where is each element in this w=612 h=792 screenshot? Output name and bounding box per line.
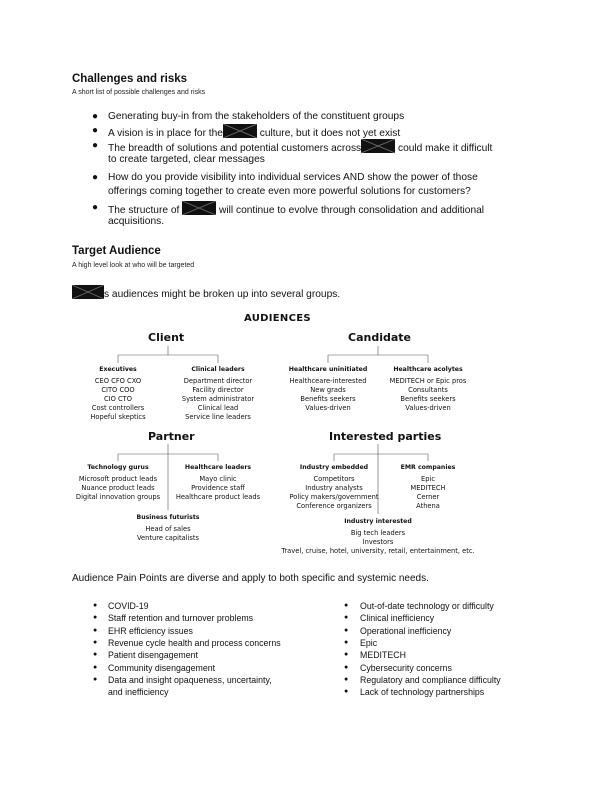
list-item: Values-driven <box>405 404 451 412</box>
list-item: Revenue cycle health and process concerns <box>108 638 281 648</box>
list-item: Cost controllers <box>91 404 145 412</box>
bullet-icon: ● <box>92 172 99 183</box>
list-item-continuation: to create targeted, clear messages <box>108 154 265 165</box>
challenges-subtitle: A short list of possible challenges and risks <box>72 89 206 96</box>
list-item: Staff retention and turnover problems <box>108 613 254 623</box>
candidate-group-title: Candidate <box>348 331 411 344</box>
bullet-icon: ● <box>92 202 99 213</box>
industry-interested-heading: Industry interested <box>344 518 412 525</box>
list-item: Healthceare-interested <box>289 377 367 385</box>
list-item: Head of sales <box>145 525 191 533</box>
bullet-icon: ● <box>92 125 99 136</box>
business-futurists-heading: Business futurists <box>136 514 200 521</box>
list-item: Department director <box>183 377 253 385</box>
list-item: Regulatory and compliance difficulty <box>360 675 501 685</box>
list-item: How do you provide visibility into individual services AND show the power of those <box>108 172 478 183</box>
list-item: Mayo clinic <box>199 475 237 483</box>
list-item: Cerner <box>416 493 440 501</box>
interested-group-title: Interested parties <box>329 430 442 443</box>
list-item: CEO CFO CXO <box>94 377 142 385</box>
list-item: The structure of will continue to evolve through consolidation and additional <box>108 201 484 218</box>
clinical-leaders-heading: Clinical leaders <box>191 366 245 373</box>
acolytes-block <box>373 366 483 413</box>
list-item: Community disengagement <box>108 663 216 673</box>
list-item: MEDITECH or Epic pros <box>389 377 467 385</box>
list-item: Patient disengagement <box>108 650 198 660</box>
list-item: Facility director <box>192 386 244 394</box>
target-heading: Target Audience <box>72 245 161 257</box>
bullet-icon: ● <box>344 639 349 646</box>
list-item: Cybersecurity concerns <box>360 663 452 673</box>
emr-companies-block <box>378 464 478 511</box>
bullet-icon: ● <box>93 676 98 683</box>
bullet-icon: ● <box>344 688 349 695</box>
list-item: Lack of technology partnerships <box>360 687 485 697</box>
list-item: CITO COO <box>101 386 135 394</box>
healthcare-leaders-block <box>163 464 273 502</box>
list-item: Conference organizers <box>296 502 372 510</box>
healthcare-leaders-heading: Healthcare leaders <box>184 464 252 471</box>
bullet-icon: ● <box>93 664 98 671</box>
list-item: The breadth of solutions and potential customers across could make it difficult <box>108 139 492 156</box>
bullet-icon: ● <box>344 602 349 609</box>
bullet-icon: ● <box>344 651 349 658</box>
list-item: Clinical lead <box>197 404 239 412</box>
list-item: Microsoft product leads <box>78 475 158 483</box>
industry-embedded-heading: Industry embedded <box>299 464 369 471</box>
clinical-leaders-block <box>163 366 273 422</box>
list-item: Epic <box>360 638 378 648</box>
list-item: Benefits seekers <box>300 395 356 403</box>
list-item-continuation: acquisitions. <box>108 216 165 227</box>
business-futurists-block <box>113 514 223 543</box>
bullet-icon: ● <box>93 627 98 634</box>
partner-group-title: Partner <box>148 430 195 443</box>
audience-intro: s audiences might be broken up into several groups. <box>72 285 340 300</box>
list-item: MEDITECH <box>410 484 446 492</box>
list-item-continuation: and inefficiency <box>108 687 169 697</box>
list-item: Consultants <box>408 386 448 394</box>
list-item: Nuance product leads <box>81 484 155 492</box>
list-item: Values-driven <box>305 404 351 412</box>
bullet-icon: ● <box>344 664 349 671</box>
industry-embedded-block <box>274 464 394 511</box>
bullet-icon: ● <box>344 676 349 683</box>
list-item: Benefits seekers <box>400 395 456 403</box>
list-item: Generating buy-in from the stakeholders of the constituent groups <box>108 111 405 122</box>
list-item: Big tech leaders <box>350 529 406 537</box>
list-item: New grads <box>310 386 346 394</box>
bullet-icon: ● <box>344 627 349 634</box>
target-subtitle: A high level look at who will be targeted <box>72 262 195 269</box>
executives-heading: Executives <box>99 366 137 373</box>
list-item: Digital innovation groups <box>75 493 161 501</box>
bullet-icon: ● <box>93 651 98 658</box>
bullet-icon: ● <box>93 614 98 621</box>
list-item: Epic <box>420 475 435 483</box>
list-item: Clinical inefficiency <box>360 613 435 623</box>
bullet-icon: ● <box>92 111 99 122</box>
emr-companies-heading: EMR companies <box>400 464 456 471</box>
tech-gurus-block <box>63 464 173 502</box>
list-item: Travel, cruise, hotel, university, retail, entertainment, etc. <box>281 547 475 555</box>
tech-gurus-heading: Technology gurus <box>87 464 149 471</box>
uninitiated-heading: Healthcare uninitiated <box>288 366 368 373</box>
list-item: COVID-19 <box>108 601 149 611</box>
uninitiated-block <box>273 366 383 413</box>
bullet-icon: ● <box>93 602 98 609</box>
client-group-title: Client <box>148 331 185 344</box>
list-item: Healthcare product leads <box>175 493 261 501</box>
list-item: Service line leaders <box>185 413 251 421</box>
bullet-icon: ● <box>92 140 99 151</box>
list-item: Out-of-date technology or difficulty <box>360 601 494 611</box>
bullet-icon: ● <box>93 639 98 646</box>
industry-interested-block <box>258 518 498 556</box>
list-item: Policy makers/government <box>289 493 379 501</box>
list-item: Athena <box>416 502 440 510</box>
list-item: Providence staff <box>191 484 245 492</box>
bullet-icon: ● <box>344 614 349 621</box>
executives-block <box>68 366 168 422</box>
list-item: MEDITECH <box>360 650 406 660</box>
list-item: EHR efficiency issues <box>108 626 193 636</box>
list-item: Data and insight opaqueness, uncertainty, <box>108 675 272 685</box>
list-item: Competitors <box>313 475 355 483</box>
acolytes-heading: Healthcare acolytes <box>393 366 463 373</box>
list-item: Hopeful skeptics <box>90 413 146 421</box>
pain-points-intro: Audience Pain Points are diverse and apply to both specific and systemic needs. <box>72 573 429 584</box>
challenges-heading: Challenges and risks <box>72 73 188 85</box>
list-item: A vision is in place for the culture, but it does not yet exist <box>108 124 400 141</box>
list-item-continuation: offerings coming together to create even more powerful solutions for customers? <box>108 186 471 197</box>
list-item: CIO CTO <box>103 395 133 403</box>
list-item: System administrator <box>181 395 255 403</box>
list-item: Venture capitalists <box>136 534 199 542</box>
list-item: Industry analysts <box>305 484 363 492</box>
list-item: Operational inefficiency <box>360 626 452 636</box>
audiences-title: AUDIENCES <box>244 313 311 324</box>
list-item: Investors <box>362 538 394 546</box>
